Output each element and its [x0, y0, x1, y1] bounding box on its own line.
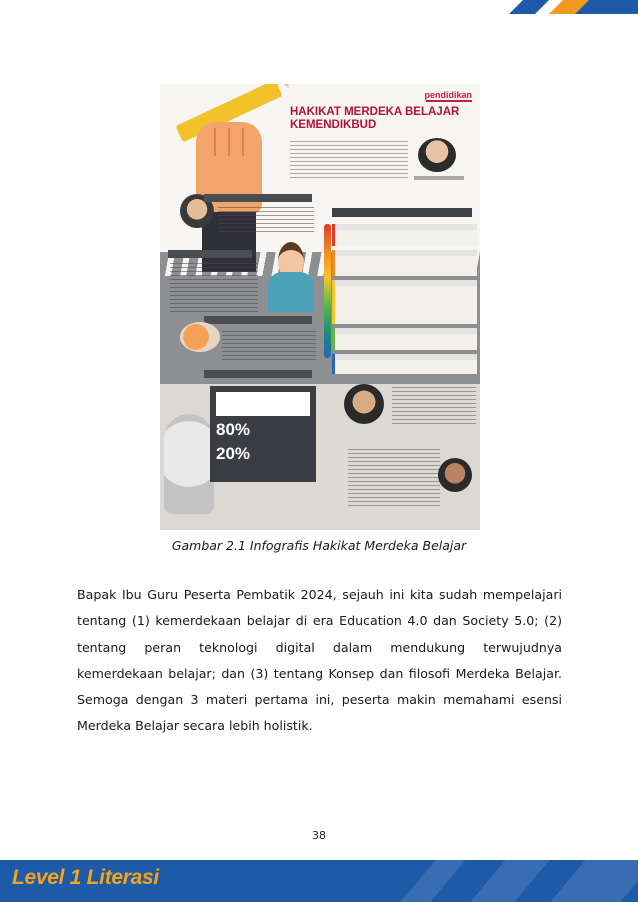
infographic-title: HAKIKAT MERDEKA BELAJAR KEMENDIKBUD	[290, 106, 460, 131]
portrait-photo	[418, 138, 456, 172]
portrait-photo	[344, 384, 384, 424]
body-paragraph: Bapak Ibu Guru Peserta Pembatik 2024, sejauh ini kita sudah mempelajari tentang (1) kemerdekaan belajar di era Education 4.0 dan Society 5.0; (2) tentang peran teknologi digital dalam mendukung terwujudnya kemerdekaan belajar; dan (3) tentang Konsep dan filosofi Merdeka Belajar. Semoga dengan 3 materi pertama ini, peserta makin memahami esensi Merdeka Belajar secara lebih holistik.	[77, 587, 562, 734]
quote-text	[348, 446, 440, 508]
footer-decoration	[378, 860, 638, 902]
footer-title: Level 1 Literasi	[12, 866, 159, 889]
portrait-photo	[438, 458, 472, 492]
infographic-brand: pendidikan	[424, 90, 472, 100]
figure-caption: Gambar 2.1 Infografis Hakikat Merdeka Belajar	[171, 538, 467, 553]
color-scale-bar	[324, 224, 331, 358]
top-corner-decoration	[508, 0, 638, 42]
teacher-illustration	[264, 242, 318, 312]
quote-text	[392, 384, 476, 424]
infographic-intro-text	[290, 138, 408, 178]
stat-value: 20%	[216, 444, 251, 463]
stats-panel	[210, 386, 316, 482]
infographic-image	[160, 84, 480, 530]
stat-value: 80%	[216, 420, 251, 439]
brain-illustration	[180, 322, 220, 352]
page-number: 38	[312, 829, 326, 842]
head-statue-illustration	[164, 414, 214, 514]
footer-bar	[0, 860, 638, 902]
